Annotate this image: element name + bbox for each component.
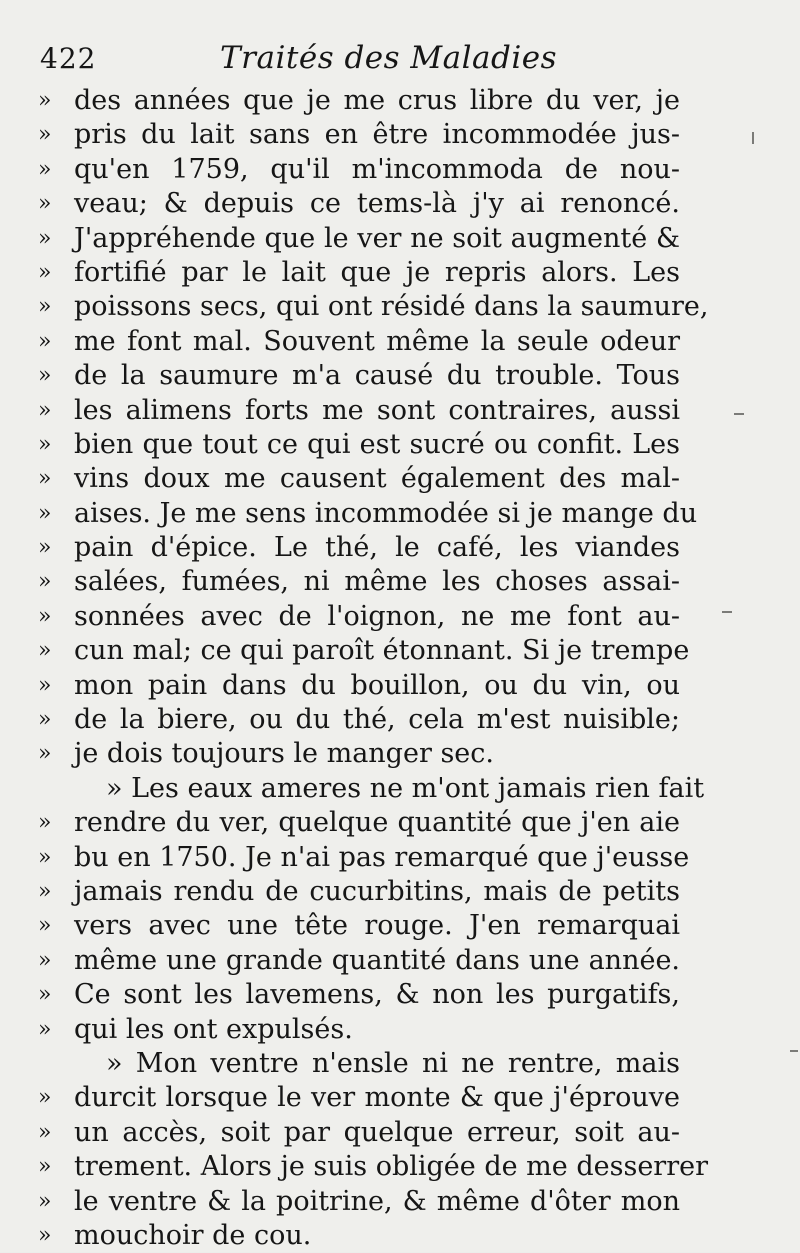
text-line <box>38 1013 680 1047</box>
text-line <box>38 531 680 565</box>
line-text: fortifié par le lait que je repris alors. Les <box>74 256 680 288</box>
line-text: aises. Je me sens incommodée si je mange du <box>74 497 698 529</box>
text-line <box>38 1219 680 1253</box>
quote-mark: » <box>38 1016 52 1042</box>
text-line <box>38 875 680 909</box>
line-text: pris du lait sans en être incommodée jus- <box>74 119 680 151</box>
line-text: me font mal. Souvent même la seule odeur <box>74 325 680 357</box>
quote-mark: » <box>38 569 52 595</box>
quote-mark: » <box>38 844 52 870</box>
line-text: je dois toujours le manger sec. <box>74 738 494 770</box>
text-line <box>38 565 680 599</box>
line-text: salées, fumées, ni même les choses assai- <box>74 566 680 598</box>
text-line <box>38 290 709 324</box>
text-line <box>38 497 698 531</box>
quote-mark: » <box>38 88 52 113</box>
text-line <box>38 841 690 875</box>
text-line <box>38 325 680 359</box>
text-line <box>38 462 680 496</box>
line-text: qui les ont expulsés. <box>74 1013 353 1045</box>
text-line <box>38 600 680 634</box>
line-text: bien que tout ce qui est sucré ou confit. Les <box>74 428 680 460</box>
line-text: vers avec une tête rouge. J'en remarquai <box>74 910 680 942</box>
line-text: Ce sont les lavemens, & non les purgatifs, <box>74 979 680 1011</box>
line-text: de la saumure m'a causé du trouble. Tous <box>74 360 680 392</box>
quote-mark: » <box>38 638 52 664</box>
page-number: 422 <box>40 42 97 75</box>
line-text: pain d'épice. Le thé, le café, les viandes <box>74 532 680 564</box>
line-text: rendre du ver, quelque quantité que j'en aie <box>74 807 680 839</box>
text-line <box>38 187 680 221</box>
text-line <box>38 669 680 703</box>
quote-mark: » <box>38 431 52 457</box>
quote-mark: » <box>38 535 52 561</box>
quote-mark: » <box>38 1188 52 1214</box>
quote-mark: » <box>38 947 52 973</box>
line-text: poissons secs, qui ont résidé dans la saumure, <box>74 291 709 323</box>
quote-mark: » <box>38 397 52 423</box>
line-text: mon pain dans du bouillon, ou du vin, ou <box>74 669 680 701</box>
text-line <box>38 806 680 840</box>
page-header <box>40 38 700 82</box>
text-line <box>38 153 680 187</box>
quote-mark: » <box>38 328 52 354</box>
text-line <box>38 978 680 1012</box>
quote-mark: » <box>38 191 52 217</box>
quote-mark: » <box>38 363 52 389</box>
line-text: trement. Alors je suis obligée de me desserrer <box>74 1151 708 1183</box>
line-text: vins doux me causent également des mal- <box>74 463 680 495</box>
text-line <box>38 737 680 771</box>
text-line <box>38 394 680 428</box>
text-line <box>38 909 680 943</box>
running-title: Traités des Maladies <box>220 40 558 76</box>
text-line <box>38 703 680 737</box>
text-line <box>38 256 680 290</box>
text-line <box>38 1150 708 1184</box>
text-line <box>38 428 680 462</box>
line-text: des années que je me crus libre du ver, je <box>74 85 680 116</box>
paragraph-start-line <box>38 1047 680 1081</box>
quote-mark: » <box>38 466 52 492</box>
text-line <box>38 1185 680 1219</box>
quote-mark: » <box>38 294 52 320</box>
line-text: les alimens forts me sont contraires, aussi <box>74 394 680 426</box>
line-text: cun mal; ce qui paroît étonnant. Si je trempe <box>74 635 690 667</box>
line-text: » Mon ventre n'ensle ni ne rentre, mais <box>106 1047 680 1079</box>
quote-mark: » <box>38 1154 52 1180</box>
text-line <box>38 1081 680 1115</box>
quote-mark: » <box>38 500 52 526</box>
quote-mark: » <box>38 1085 52 1111</box>
quote-mark: » <box>38 225 52 251</box>
line-text: qu'en 1759, qu'il m'incommoda de nou- <box>74 153 680 185</box>
line-text: veau; & depuis ce tems-là j'y ai renoncé. <box>74 188 680 220</box>
paragraph-start-line <box>38 772 705 806</box>
line-text: même une grande quantité dans une année. <box>74 944 680 976</box>
quote-mark: » <box>38 810 52 836</box>
line-text: mouchoir de cou. <box>74 1219 312 1251</box>
quote-mark: » <box>38 122 52 148</box>
quote-mark: » <box>38 603 52 629</box>
line-text: jamais rendu de cucurbitins, mais de petits <box>74 875 680 907</box>
paper-mark <box>752 132 754 144</box>
line-text: bu en 1750. Je n'ai pas remarqué que j'eusse <box>74 841 690 873</box>
text-line <box>38 118 680 152</box>
line-text: » Les eaux ameres ne m'ont jamais rien fait <box>106 772 705 804</box>
text-line <box>38 1116 680 1150</box>
line-text: durcit lorsque le ver monte & que j'éprouve <box>74 1082 680 1114</box>
quote-mark: » <box>38 982 52 1008</box>
quote-mark: » <box>38 741 52 767</box>
quote-mark: » <box>38 259 52 285</box>
quote-mark: » <box>38 707 52 733</box>
quote-mark: » <box>38 913 52 939</box>
line-text: le ventre & la poitrine, & même d'ôter mon <box>74 1185 680 1217</box>
paper-mark <box>790 1050 798 1052</box>
quote-mark: » <box>38 878 52 904</box>
quote-mark: » <box>38 672 52 698</box>
text-line <box>38 84 680 118</box>
quote-mark: » <box>38 1222 52 1248</box>
line-text: sonnées avec de l'oignon, ne me font au- <box>74 600 680 632</box>
text-line <box>38 222 680 256</box>
text-line <box>38 359 680 393</box>
quote-mark: » <box>38 1119 52 1145</box>
text-line <box>38 634 690 668</box>
text-line <box>38 944 680 978</box>
paper-mark <box>722 611 732 613</box>
body-text <box>38 84 709 1253</box>
quote-mark: » <box>38 156 52 182</box>
line-text: J'appréhende que le ver ne soit augmenté & <box>74 222 680 254</box>
line-text: un accès, soit par quelque erreur, soit au- <box>74 1116 680 1148</box>
line-text: de la biere, ou du thé, cela m'est nuisible; <box>74 704 680 736</box>
paper-mark <box>734 413 744 415</box>
